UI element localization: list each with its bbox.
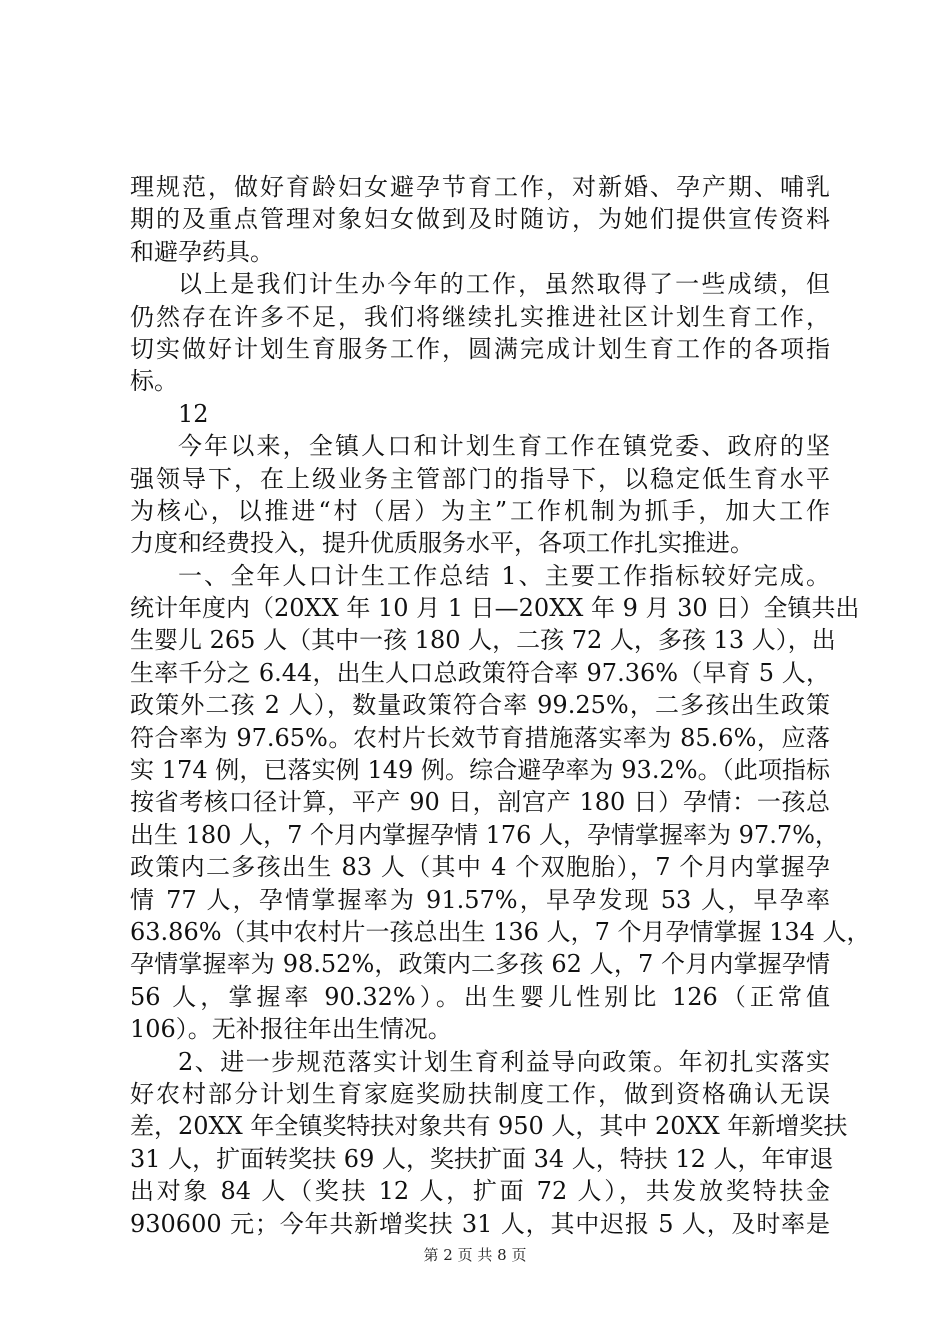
text-line: 实 174 例，已落实例 149 例。综合避孕率为 93.2%。（此项指标 [130,756,830,785]
section-number: 12 [178,399,209,428]
text-line: 一、全年人口计生工作总结 1、主要工作指标较好完成。 [178,561,830,590]
text-line: 为核心，以推进“村（居）为主”工作机制为抓手，加大工作 [130,496,830,525]
text-line: 好农村部分计划生育家庭奖励扶制度工作，做到资格确认无误 [130,1079,830,1108]
text-line: 期的及重点管理对象妇女做到及时随访，为她们提供宣传资料 [130,205,830,234]
text-line: 强领导下，在上级业务主管部门的指导下，以稳定低生育水平 [130,464,830,493]
text-line: 理规范，做好育龄妇女避孕节育工作，对新婚、孕产期、哺乳 [130,173,830,201]
text-line: 和避孕药具。 [130,237,274,266]
text-line: 符合率为 97.65%。农村片长效节育措施落实率为 85.6%，应落 [130,723,830,752]
text-line: 今年以来，全镇人口和计划生育工作在镇党委、政府的坚 [178,432,830,461]
text-line: 情 77 人，孕情掌握率为 91.57%，早孕发现 53 人，早孕率 [130,885,830,914]
text-line: 力度和经费投入，提升优质服务水平，各项工作扎实推进。 [130,529,754,558]
text-line: 106）。无补报往年出生情况。 [130,1015,452,1044]
text-line: 生率千分之 6.44，出生人口总政策符合率 97.36%（早育 5 人， [130,658,830,687]
text-line: 孕情掌握率为 98.52%，政策内二多孩 62 人，7 个月内掌握孕情 [130,950,830,979]
text-line: 930600 元；今年共新增奖扶 31 人，其中迟报 5 人，及时率是 [130,1209,830,1238]
text-line: 政策内二多孩出生 83 人（其中 4 个双胞胎），7 个月内掌握孕 [130,853,830,882]
text-line: 差，20XX 年全镇奖特扶对象共有 950 人，其中 20XX 年新增奖扶 [130,1112,848,1141]
text-line: 政策外二孩 2 人），数量政策符合率 99.25%，二多孩出生政策 [130,691,830,720]
page-number-footer: 第 2 页 共 8 页 [423,1246,527,1264]
text-line: 出生 180 人，7 个月内掌握孕情 176 人，孕情掌握率为 97.7%， [130,820,839,849]
text-line: 2、进一步规范落实计划生育利益导向政策。年初扎实落实 [178,1047,830,1076]
text-line: 仍然存在许多不足，我们将继续扎实推进社区计划生育工作， [130,302,830,331]
text-line: 生婴儿 265 人（其中一孩 180 人，二孩 72 人，多孩 13 人），出 [130,626,836,655]
text-line: 切实做好计划生育服务工作，圆满完成计划生育工作的各项指 [130,334,830,363]
document-body [130,171,871,1240]
text-line: 56 人，掌握率 90.32%）。出生婴儿性别比 126（正常值 [130,982,830,1011]
text-line: 按省考核口径计算，平产 90 日，剖宫产 180 日）孕情：一孩总 [130,788,830,817]
text-line: 出对象 84 人（奖扶 12 人，扩面 72 人），共发放奖特扶金 [130,1177,830,1206]
text-line: 统计年度内（20XX 年 10 月 1 日—20XX 年 9 月 30 日）全镇共出 [130,594,860,623]
text-line: 以上是我们计生办今年的工作，虽然取得了一些成绩，但 [178,270,830,299]
text-line: 63.86%（其中农村片一孩总出生 136 人，7 个月孕情掌握 134 人， [130,917,871,946]
text-line: 标。 [130,367,178,396]
text-line: 31 人，扩面转奖扶 69 人，奖扶扩面 34 人，特扶 12 人，年审退 [130,1144,834,1173]
